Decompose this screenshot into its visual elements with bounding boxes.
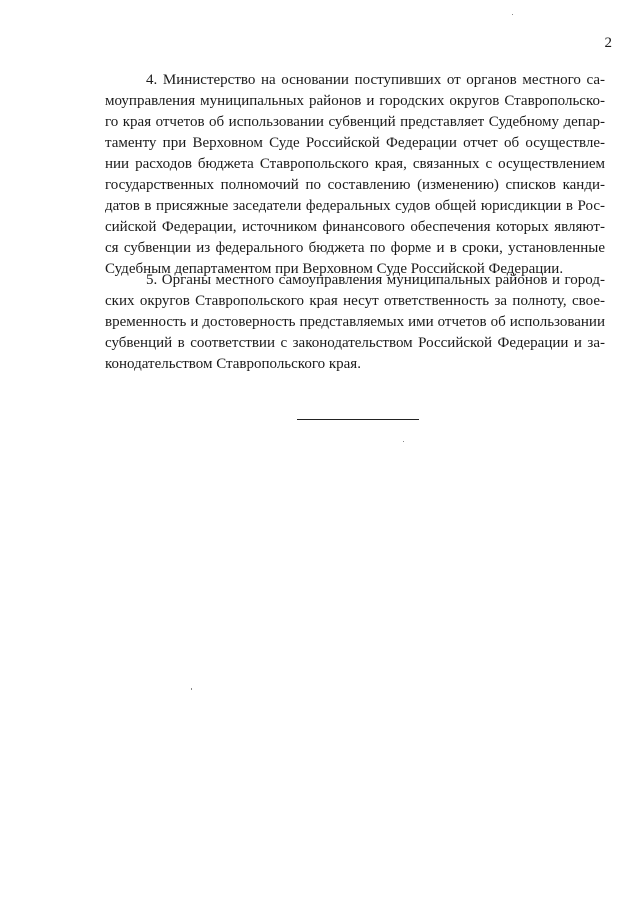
closing-separator-line [297, 419, 419, 420]
text-line: сийской Федерации, источником финансового обеспечения которых являют- [105, 219, 605, 235]
text-line: 5. Органы местного самоуправления муниципальных районов и город- [146, 272, 605, 288]
text-line: субвенций в соответствии с законодательством Российской Федерации и за- [105, 335, 605, 351]
text-line: таменту при Верховном Суде Российской Федерации отчет об осуществле- [105, 135, 605, 151]
text-line: моуправления муниципальных районов и городских округов Ставропольско- [105, 93, 605, 109]
text-line: Судебным департаментом при Верховном Суде Российской Федерации. [105, 261, 564, 277]
scan-speck [191, 688, 192, 690]
text-line: государственных полномочий по составлению (изменению) списков канди- [105, 177, 605, 193]
text-line: ся субвенции из федерального бюджета по форме и в сроки, установленные [105, 240, 605, 256]
text-line: нии расходов бюджета Ставропольского края, связанных с осуществлением [105, 156, 605, 172]
page-number: 2 [604, 35, 612, 51]
text-line: 4. Министерство на основании поступивших от органов местного са- [146, 72, 605, 88]
scan-speck [512, 14, 513, 15]
text-line: конодательством Ставропольского края. [105, 356, 361, 372]
text-line: датов в присяжные заседатели федеральных судов общей юрисдикции в Рос- [105, 198, 605, 214]
text-line: го края отчетов об использовании субвенций представляет Судебному депар- [105, 114, 605, 130]
text-line: ских округов Ставропольского края несут ответственность за полноту, свое- [105, 293, 605, 309]
text-line: временность и достоверность представляемых ими отчетов об использовании [105, 314, 605, 330]
scan-speck [403, 441, 404, 442]
